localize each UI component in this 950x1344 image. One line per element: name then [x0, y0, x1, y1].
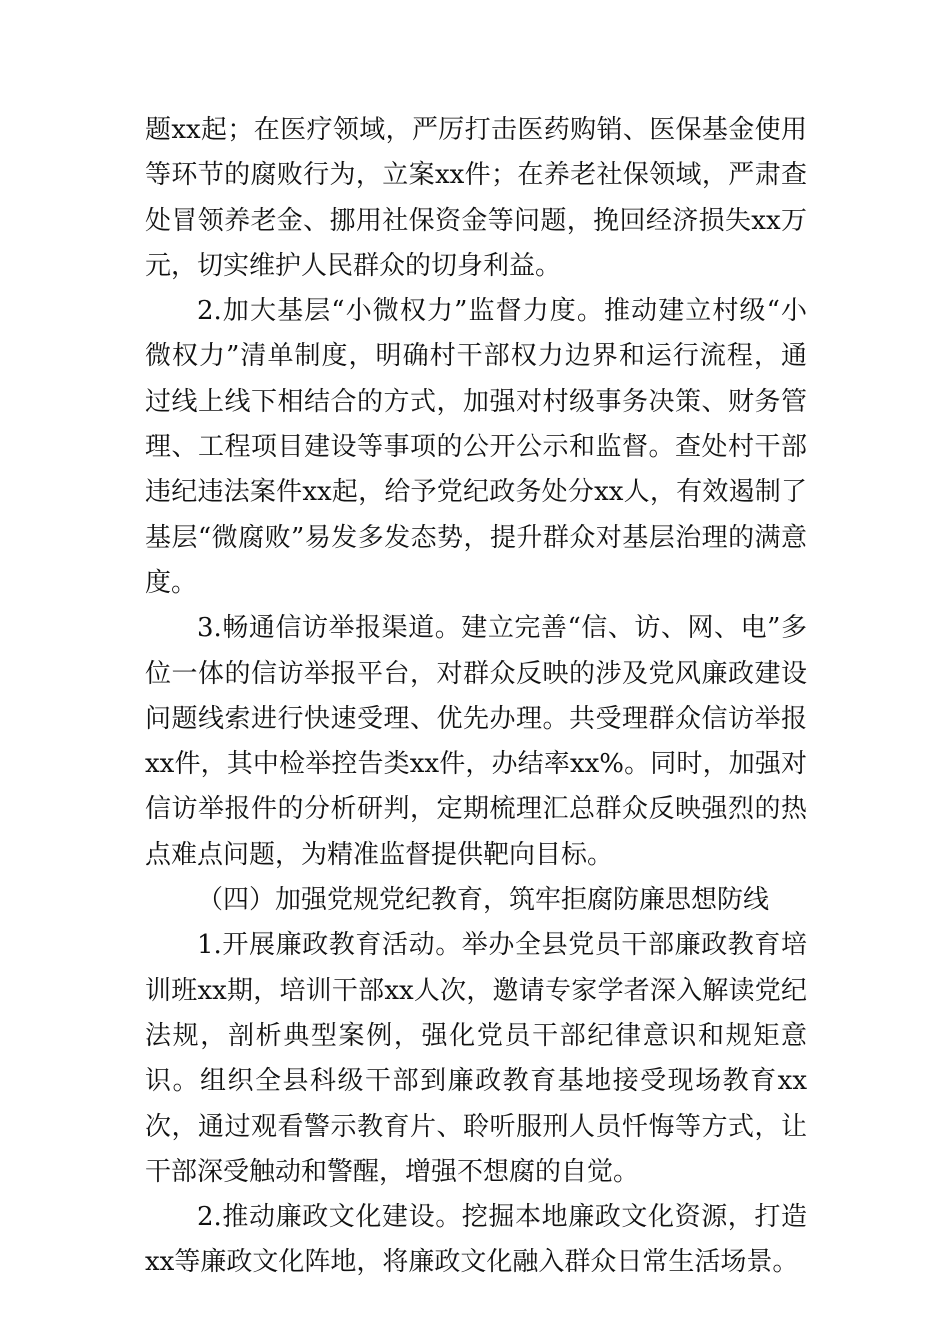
paragraph-item-2: 2.加大基层“小微权力”监督力度。推动建立村级“小微权力”清单制度，明确村干部权力边界和运行流程，通过线上线下相结合的方式，加强对村级事务决策、财务管理、工程项目建设等事项的公开公示和监督。查处村干部违纪违法案件xx起，给予党纪政务处分xx人，有效遏制了基层“微腐败”易发多发态势，提升群众对基层治理的满意度。 — [145, 296, 807, 598]
paragraph-continued: 题xx起；在医疗领域，严厉打击医药购销、医保基金使用等环节的腐败行为，立案xx件；在养老社保领域，严肃查处冒领养老金、挪用社保资金等问题，挽回经济损失xx万元，切实维护人民群众的切身利益。 — [145, 115, 807, 281]
paragraph-education-1: 1.开展廉政教育活动。举办全县党员干部廉政教育培训班xx期，培训干部xx人次，邀请专家学者深入解读党纪法规，剖析典型案例，强化党员干部纪律意识和规矩意识。组织全县科级干部到廉政教育基地接受现场教育xx次，通过观看警示教育片、聆听服刑人员忏悔等方式，让干部深受触动和警醒，增强不想腐的自觉。 — [145, 930, 807, 1187]
paragraph-item-3: 3.畅通信访举报渠道。建立完善“信、访、网、电”多位一体的信访举报平台，对群众反映的涉及党风廉政建设问题线索进行快速受理、优先办理。共受理群众信访举报xx件，其中检举控告类xx件，办结率xx%。同时，加强对信访举报件的分析研判，定期梳理汇总群众反映强烈的热点难点问题，为精准监督提供靶向目标。 — [145, 613, 807, 870]
paragraph-education-2: 2.推动廉政文化建设。挖掘本地廉政文化资源，打造xx等廉政文化阵地，将廉政文化融入群众日常生活场景。 — [145, 1202, 807, 1278]
body-text — [145, 108, 807, 1286]
section-heading-4: （四）加强党规党纪教育，筑牢拒腐防廉思想防线 — [197, 885, 770, 916]
